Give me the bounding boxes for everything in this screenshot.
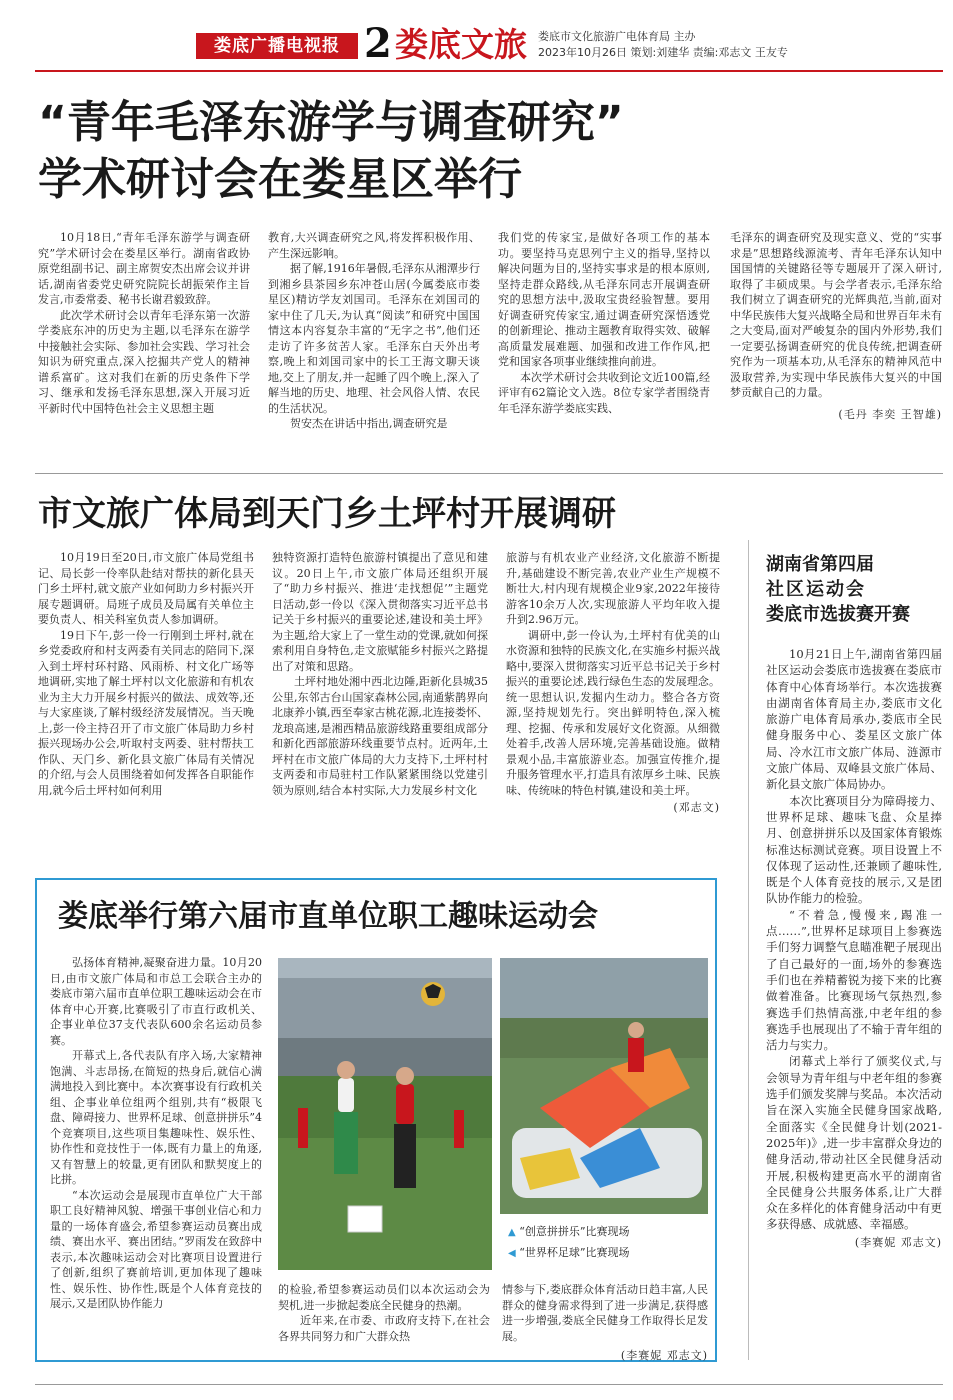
article4-column-3: [502, 1282, 708, 1364]
section-title: 娄底文旅: [395, 25, 527, 64]
article3-body: [766, 646, 942, 1251]
paragraph: 独特资源打造特色旅游村镇提出了意见和建议。20日上午,市文旅广体局还组织开展了“助力乡村振兴、推进‘走找想促’”主题党日活动,彭一伶以《深入贯彻落实习近平总书记关于乡村振兴的重要论述,建设和美土坪》为主题,给大家上了一堂生动的党课,就如何探索利用自身特色,走文旅赋能乡村振兴之路提出了对策和思路。: [272, 551, 488, 673]
triangle-left-icon: ◀: [508, 1248, 516, 1259]
paragraph: 我们党的传家宝,是做好各项工作的基本功。要坚持马克思列宁主义的指导,坚持以解决问题为目的,坚持实事求是的根本原则,坚持走群众路线,从毛泽东同志开展调查研究的思想方法中,汲取宝贵经验智慧。要用好调查研究传家宝,通过调查研究深悟透党的创新理论、推动主题教育取得实效、破解高质量发展难题、加强和改进工作作风,把党和国家各项事业继续推向前进。: [498, 231, 710, 368]
article3-headline-line3: 娄底市选拔赛开赛: [766, 604, 910, 625]
paragraph: 的检验,希望参赛运动员们以本次运动会为契机,进一步掀起娄底全民健身的热潮。: [278, 1283, 490, 1312]
bottom-rule: [35, 1384, 943, 1385]
caption-text: “世界杯足球”比赛现场: [519, 1246, 630, 1259]
paragraph: 土坪村地处湘中西北边陲,距新化县城35公里,东邻古台山国家森林公园,南通紫鹊界向北康养小镇,西至奉家古桃花源,北连接娄怀、龙琅高速,是湘西精品旅游线路重要组成部分和新化西部旅游环线重要节点村。近两年,土坪村在市文旅广体局的大力支持下,土坪村村支两委和市局驻村工作队紧紧围绕以党建引领为原则,结合本村实际,大力发展乡村文化: [272, 675, 488, 797]
caption-world-cup: [508, 1245, 629, 1262]
article3-headline-line2: 社区运动会: [766, 579, 866, 600]
article1-column-3: [498, 230, 710, 416]
photo-world-cup-football-image: [278, 958, 492, 1270]
paragraph: 据了解,1916年暑假,毛泽东从湘潭步行到湘乡县茶园乡东冲苍山居(今属娄底市娄星区)精访学友刘国司。毛泽东在刘国司的家中住了几天,为认真“阅读”和研究中国国情这本内容复杂丰富的“无字之书”,他们还走访了许多贫苦人家。毛泽东白天外出考察,晚上和刘国司家中的长工王海文聊天谈地,交上了朋友,并一起睡了四个晚上,深入了解当地的历史、地理、社会风俗人情、农民的生活状况。: [268, 262, 480, 415]
caption-text: “创意拼拼乐”比赛现场: [519, 1225, 630, 1238]
article1-column-4: [730, 230, 942, 422]
article2-column-3: [506, 550, 720, 816]
paragraph: 闭幕式上举行了颁奖仪式,与会领导为青年组与中老年组的参赛选手们颁发奖牌与奖品。本次活动旨在深入实施全民健身国家战略,全面落实《全民健身计划(2021-2025年)》,进一步丰富群众身边的健身活动,带动社区全民健身活动开展,积极构建更高水平的湖南省全民健身公共服务体系,让广大群众在多样化的体育健身活动中有更多获得感、成就感、幸福感。: [766, 1054, 942, 1232]
date-line: 2023年10月26日 策划:刘建华 责编:邓志文 王友专: [538, 46, 788, 59]
article1-headline-line2: 学术研讨会在娄星区举行: [38, 154, 522, 205]
paragraph: “不着急,慢慢来,踢准一点……”,世界杯足球项目上参赛选手们努力调整气息瞄准靶子展现出了自己最好的一面,场外的参赛选手们也在养精蓄锐为接下来的比赛做着准备。比赛现场气氛热烈,参赛选手们热情高涨,中老年组的参赛选手也展现出了不输于青年组的活力与实力。: [766, 907, 942, 1053]
photo-creative-puzzle-image: [500, 958, 708, 1214]
paragraph: 弘扬体育精神,凝聚奋进力量。10月20日,由市文旅广体局和市总工会联合主办的娄底市第六届市直单位职工趣味运动会在市体育中心开赛,比赛吸引了市直行政机关、企事业单位37支代表队600余名运动员参赛。: [50, 956, 262, 1047]
paragraph: 贺安杰在讲话中指出,调查研究是: [290, 417, 448, 430]
article2-column-2: [272, 550, 488, 798]
organizer-line: 娄底市文化旅游广电体育局 主办: [538, 30, 696, 43]
article4-byline: (李赛妮 邓志文): [620, 1349, 708, 1362]
caption-creative-puzzle: [508, 1224, 629, 1241]
paragraph: 19日下午,彭一伶一行刚到土坪村,就在乡党委政府和村支两委有关同志的陪同下,深入到土坪村环村路、风雨桥、村文化广场等地调研,实地了解土坪村以文化旅游和有机农业为主大力开展乡村振兴的做法、成效等,还与大家座谈,了解村级经济发展情况。当天晚上,彭一伶主持召开了市文旅广体局助力乡村振兴现场办公会,听取村支两委、驻村帮扶工作队、天门乡、新化县文旅广体局有关情况的介绍,与会人员围绕着如何发挥各自职能作用,就今后土坪村如何利用: [38, 628, 254, 797]
masthead-rule: [35, 70, 943, 72]
paragraph: 此次学术研讨会以青年毛泽东第一次游学娄底东冲的历史为主题,以毛泽东在游学中接触社会实际、参加社会实践、学习社会知识为研究重点,深入挖掘共产党人的精神谱系富矿。这对我们在新的历史条件下学习、继承和发扬毛泽东思想,深入开展习近平新时代中国特色社会主义思想主题: [38, 308, 250, 415]
paragraph: “本次运动会是展现市直单位广大干部职工良好精神风貌、增强干事创业信心和力量的一场体育盛会,希望参赛运动员赛出成绩、赛出水平、赛出团结。”罗雨发在致辞中表示,本次趣味运动会对比赛项目设置进行了创新,组织了赛前培训,更加体现了趣味性、娱乐性、协作性,既是个人体育竞技的展示,又是团队协作能力: [50, 1188, 262, 1310]
photo-world-cup-football: [278, 958, 492, 1270]
page-number: 2: [364, 20, 392, 67]
paragraph: 旅游与有机农业产业经济,文化旅游不断提升,基础建设不断完善,农业产业生产规模不断壮大,村内现有规模企业9家,2022年接待游客10余万人次,实现旅游人平均年收入提升到2.96万元。: [506, 551, 720, 626]
paragraph: 近年来,在市委、市政府支持下,在社会各界共同努力和广大群众热: [278, 1314, 490, 1343]
article1-column-2: [268, 230, 480, 432]
article3-headline-line1: 湖南省第四届: [766, 554, 874, 575]
article4-column-1: [50, 955, 262, 1312]
triangle-up-icon: ▲: [508, 1227, 516, 1238]
paragraph: 调研中,彭一伶认为,土坪村有优美的山水资源和独特的民族文化,在实施乡村振兴战略中,要深入贯彻落实习近平总书记关于乡村振兴的重要论述,践行绿色生态的发展理念。统一思想认识,发掘内生动力。整合各方资源,坚持规划先行。突出鲜明特色,深入梳理、挖掘、传承和发展好文化资源。从细微处着手,改善人居环境,完善基础设施。做精景观小品,丰富旅游业态。加强宣传推介,提升服务管理水平,打造具有浓厚乡土味、民族味、传统味的特色村镇,建设和美土坪。: [506, 628, 720, 797]
article3-byline: (李赛妮 邓志文): [854, 1235, 942, 1249]
paragraph: 教育,大兴调查研究之风,将发挥积极作用、产生深远影响。: [268, 231, 480, 260]
paragraph: 毛泽东的调查研究及现实意义、党的“实事求是”思想路线源流考、青年毛泽东认知中国国情的关键路径等专题展开了深入研讨,取得了丰硕成果。与会学者表示,毛泽东给我们树立了调查研究的光辉典范,当前,面对中华民族伟大复兴战略全局和世界百年未有之大变局,面对严峻复杂的国内外形势,我们一定要弘扬调查研究的优良传统,把调查研究作为一项基本功,从毛泽东的精神风范中汲取营养,为实现中华民族伟大复兴的中国梦贡献自己的力量。: [730, 231, 942, 399]
paragraph: 10月21日上午,湖南省第四届社区运动会娄底市选拔赛在娄底市体育中心体育场举行。本次选拔赛由湖南省体育局主办,娄底市文化旅游广电体育局承办,娄底市全民健身服务中心、娄星区文旅广体局、冷水江市文旅广体局、涟源市文旅广体局、双峰县文旅广体局、新化县文旅广体局协办。: [766, 647, 942, 792]
paragraph: 10月18日,“青年毛泽东游学与调查研究”学术研讨会在娄星区举行。湖南省政协原党组副书记、副主席贺安杰出席会议并讲话,湖南省委党史研究院院长胡振荣作主旨发言,市委常委、秘书长谢君毅致辞。: [38, 231, 250, 306]
paragraph: 本次比赛项目分为障碍接力、世界杯足球、趣味飞盘、众星捧月、创意拼拼乐以及国家体育锻炼标准达标测试竞赛。项目设置上不仅体现了运动性,还兼顾了趣味性,既是个人体育竞技的展示,又是团队协作能力的检验。: [766, 793, 942, 906]
article1-headline-line1: “青年毛泽东游学与调查研究”: [38, 97, 624, 148]
article1-column-1: [38, 230, 250, 416]
photo-creative-puzzle: [500, 958, 708, 1214]
column-divider: [748, 540, 749, 1360]
paper-name-logo: 娄底广播电视报: [196, 33, 358, 59]
paragraph: 开幕式上,各代表队有序入场,大家精神饱满、斗志昂扬,在简短的热身后,就信心满满地投入到比赛中。本次赛事设有行政机关组、企事业单位组两个组别,共有“极限飞盘、障碍接力、世界杯足球、创意拼拼乐”4个竞赛项目,这些项目集趣味性、娱乐性、协作性和竞技性于一体,既有力量上的角逐,又有智慧上的较量,更有团队和默契度上的比拼。: [50, 1049, 262, 1186]
paragraph: 本次学术研讨会共收到论文近100篇,经评审有62篇论文入选。8位专家学者围绕青年毛泽东游学娄底实践、: [498, 370, 710, 415]
article2-byline: (邓志文): [673, 801, 720, 814]
article4-headline: 娄底举行第六届市直单位职工趣味运动会: [58, 899, 598, 934]
paragraph: 情参与下,娄底群众体育活动日趋丰富,人民群众的健身需求得到了进一步满足,获得感进一步增强,娄底全民健身工作取得长足发展。: [502, 1283, 708, 1343]
paragraph: 10月19日至20日,市文旅广体局党组书记、局长彭一伶率队赴结对帮扶的新化县天门乡土坪村,就文旅产业如何助力乡村振兴开展专题调研。局班子成员及局属有关单位主要负责人、相关科室负责人参加调研。: [38, 551, 254, 626]
article4-column-2: [278, 1282, 490, 1344]
article2-column-1: [38, 550, 254, 798]
article2-headline: 市文旅广体局到天门乡土坪村开展调研: [38, 494, 616, 534]
article1-byline: (毛丹 李奕 王智雄): [838, 407, 942, 421]
divider: [35, 473, 943, 474]
